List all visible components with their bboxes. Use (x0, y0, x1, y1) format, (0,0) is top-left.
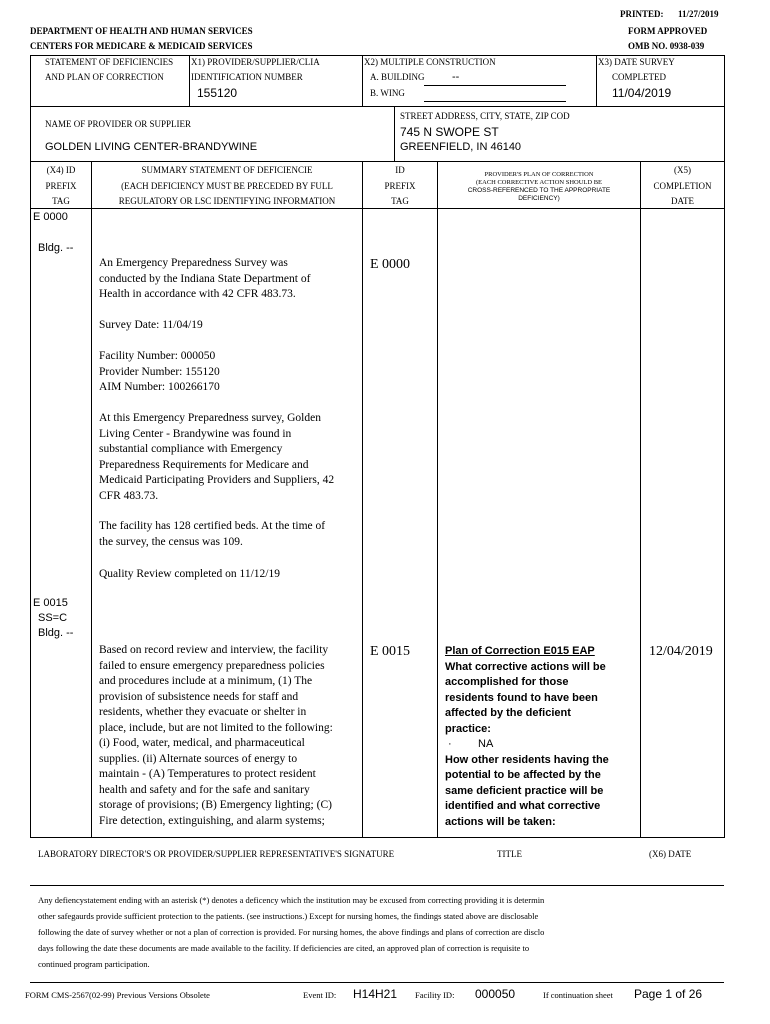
provider-id-label-2: IDENTIFICATION NUMBER (191, 72, 303, 82)
summary-header-2: (EACH DEFICIENCY MUST BE PRECEDED BY FULL (121, 181, 333, 191)
poc-header-2: (EACH CORRECTIVE ACTION SHOULD BE (475, 179, 603, 186)
form-number: FORM CMS-2567(02-99) Previous Versions Obsolete (25, 990, 210, 1000)
id-header-3: TAG (391, 196, 409, 206)
page-number: Page 1 of 26 (634, 987, 703, 1001)
finding-paragraph-7: Based on record review and interview, the facility failed to ensure emergency preparedness policies and procedures include at a minimum, (1) The provision of subsistence needs for staff and residents, whether they evacuate or shelter in place, include, but are not limited to the following: (i) Food, water, medical, and pharmaceutical supplies. (ii) Alternate sources of energy to maintain - (A) Temperatures to protect resident health and safety and for the safe and sanitary storage of provisions; (B) Emergency lighting; (C) Fire detection, extinguishing, and alarm systems; (99, 644, 333, 827)
poc-header-4: DEFICIENCY) (518, 195, 560, 202)
printed-date: 11/27/2019 (678, 9, 719, 19)
severity-scope-e0015: SS=C (38, 612, 68, 624)
finding-paragraph-1: An Emergency Preparedness Survey was conducted by the Indiana State Department of Health in accordance with 42 CFR 483.73. (99, 257, 311, 300)
provider-id-label-1: X1) PROVIDER/SUPPLIER/CLIA (191, 57, 320, 67)
building-tag-e0000: Bldg. -- (38, 242, 74, 254)
date-survey-label-2: COMPLETED (612, 72, 666, 82)
plan-of-correction: Plan of Correction E015 EAP What corrective actions will be accomplished for those residents found to have been affected by the deficient practice: · NA How other residents having the potential to be affected by the same deficient practice will be identified and what corrective actions will be taken: (445, 644, 637, 830)
finding-paragraph-3: Facility Number: 000050 Provider Number: 155120 AIM Number: 100266170 (99, 350, 220, 393)
provider-name-label: NAME OF PROVIDER OR SUPPLIER (45, 119, 192, 129)
finding-paragraph-4: At this Emergency Preparedness survey, Golden Living Center - Brandywine was found in substantial compliance with Emergency Preparedness Requirements for Medicare and Medicaid Participating Providers and Suppliers, 42 CFR 483.73. (99, 412, 335, 502)
signature-label: LABORATORY DIRECTOR'S OR PROVIDER/SUPPLIER REPRESENTATIVE'S SIGNATURE (38, 849, 395, 859)
finding-paragraph-5: The facility has 128 certified beds. At the time of the survey, the census was 109. (99, 520, 326, 548)
event-id-value: H14H21 (353, 987, 398, 1001)
summary-header-3: REGULATORY OR LSC IDENTIFYING INFORMATION (118, 196, 336, 206)
building-tag-e0015: Bldg. -- (38, 627, 74, 639)
date-survey-value: 11/04/2019 (612, 86, 672, 100)
bullet-icon: · (448, 738, 452, 750)
x4-header-3: TAG (52, 196, 70, 206)
statement-label-1: STATEMENT OF DEFICIENCIES (45, 57, 174, 67)
facility-id-label: Facility ID: (415, 990, 455, 1000)
department-title: DEPARTMENT OF HEALTH AND HUMAN SERVICES (30, 26, 253, 36)
x4-header-1: (X4) ID (46, 165, 76, 175)
id-header-1: ID (395, 165, 405, 175)
address-label: STREET ADDRESS, CITY, STATE, ZIP COD (400, 111, 570, 121)
x5-header-3: DATE (671, 196, 694, 206)
id-tag-e0000: E 0000 (370, 257, 411, 272)
date-label: (X6) DATE (649, 849, 692, 859)
address-line-2: GREENFIELD, IN 46140 (400, 141, 522, 153)
wing-label: B. WING (370, 88, 405, 98)
prefix-tag-e0000: E 0000 (33, 211, 68, 223)
x5-header-1: (X5) (674, 165, 691, 175)
footer-divider (30, 982, 724, 983)
id-header-2: PREFIX (384, 181, 416, 191)
id-tag-e0015: E 0015 (370, 644, 411, 659)
building-value: -- (452, 71, 460, 83)
x4-header-2: PREFIX (45, 181, 77, 191)
finding-paragraph-2: Survey Date: 11/04/19 (99, 319, 203, 331)
deficiency-notice: Any defiencystatement ending with an asterisk (*) denotes a deficency which the institution may be excused from correcting providing it is determin other safegaurds provide sufficient protection to the patients. (see instructions.) Except for nursing homes, the findings stated above are disclosable following the date of survey whether or not a plan of correction is provided. For nursing homes, the above findings and plans of correction are disclo days following the date these documents are made available to the facility. If deficiencies are cited, an approved plan of correction is requisite to continued program participation. (38, 895, 545, 969)
statement-label-2: AND PLAN OF CORRECTION (45, 72, 164, 82)
date-survey-label-1: X3) DATE SURVEY (598, 57, 675, 67)
multiple-construction-label: X2) MULTIPLE CONSTRUCTION (364, 57, 496, 67)
poc-header-3: CROSS-REFERENCED TO THE APPROPRIATE (467, 187, 611, 194)
printed-label: PRINTED: (620, 9, 664, 19)
provider-id-value: 155120 (197, 86, 238, 100)
summary-header-1: SUMMARY STATEMENT OF DEFICIENCIE (141, 165, 313, 175)
omb-number: OMB NO. 0938-039 (628, 41, 705, 51)
event-id-label: Event ID: (303, 990, 337, 1000)
completion-date: 12/04/2019 (649, 644, 713, 659)
form-approved: FORM APPROVED (628, 26, 708, 36)
provider-name-value: GOLDEN LIVING CENTER-BRANDYWINE (45, 141, 258, 153)
poc-bullet-item: · NA (445, 737, 637, 753)
cms-title: CENTERS FOR MEDICARE & MEDICAID SERVICES (30, 41, 253, 51)
title-label: TITLE (497, 849, 522, 859)
poc-title: Plan of Correction E015 EAP (445, 645, 595, 657)
address-line-1: 745 N SWOPE ST (400, 125, 499, 139)
building-label: A. BUILDING (370, 72, 425, 82)
signature-divider (30, 885, 724, 886)
facility-id-value: 000050 (475, 987, 516, 1001)
poc-header-1: PROVIDER'S PLAN OF CORRECTION (484, 171, 594, 178)
continuation-label: If continuation sheet (543, 990, 613, 1000)
x5-header-2: COMPLETION (653, 181, 712, 191)
finding-paragraph-6: Quality Review completed on 11/12/19 (99, 568, 280, 580)
prefix-tag-e0015: E 0015 (33, 597, 68, 609)
